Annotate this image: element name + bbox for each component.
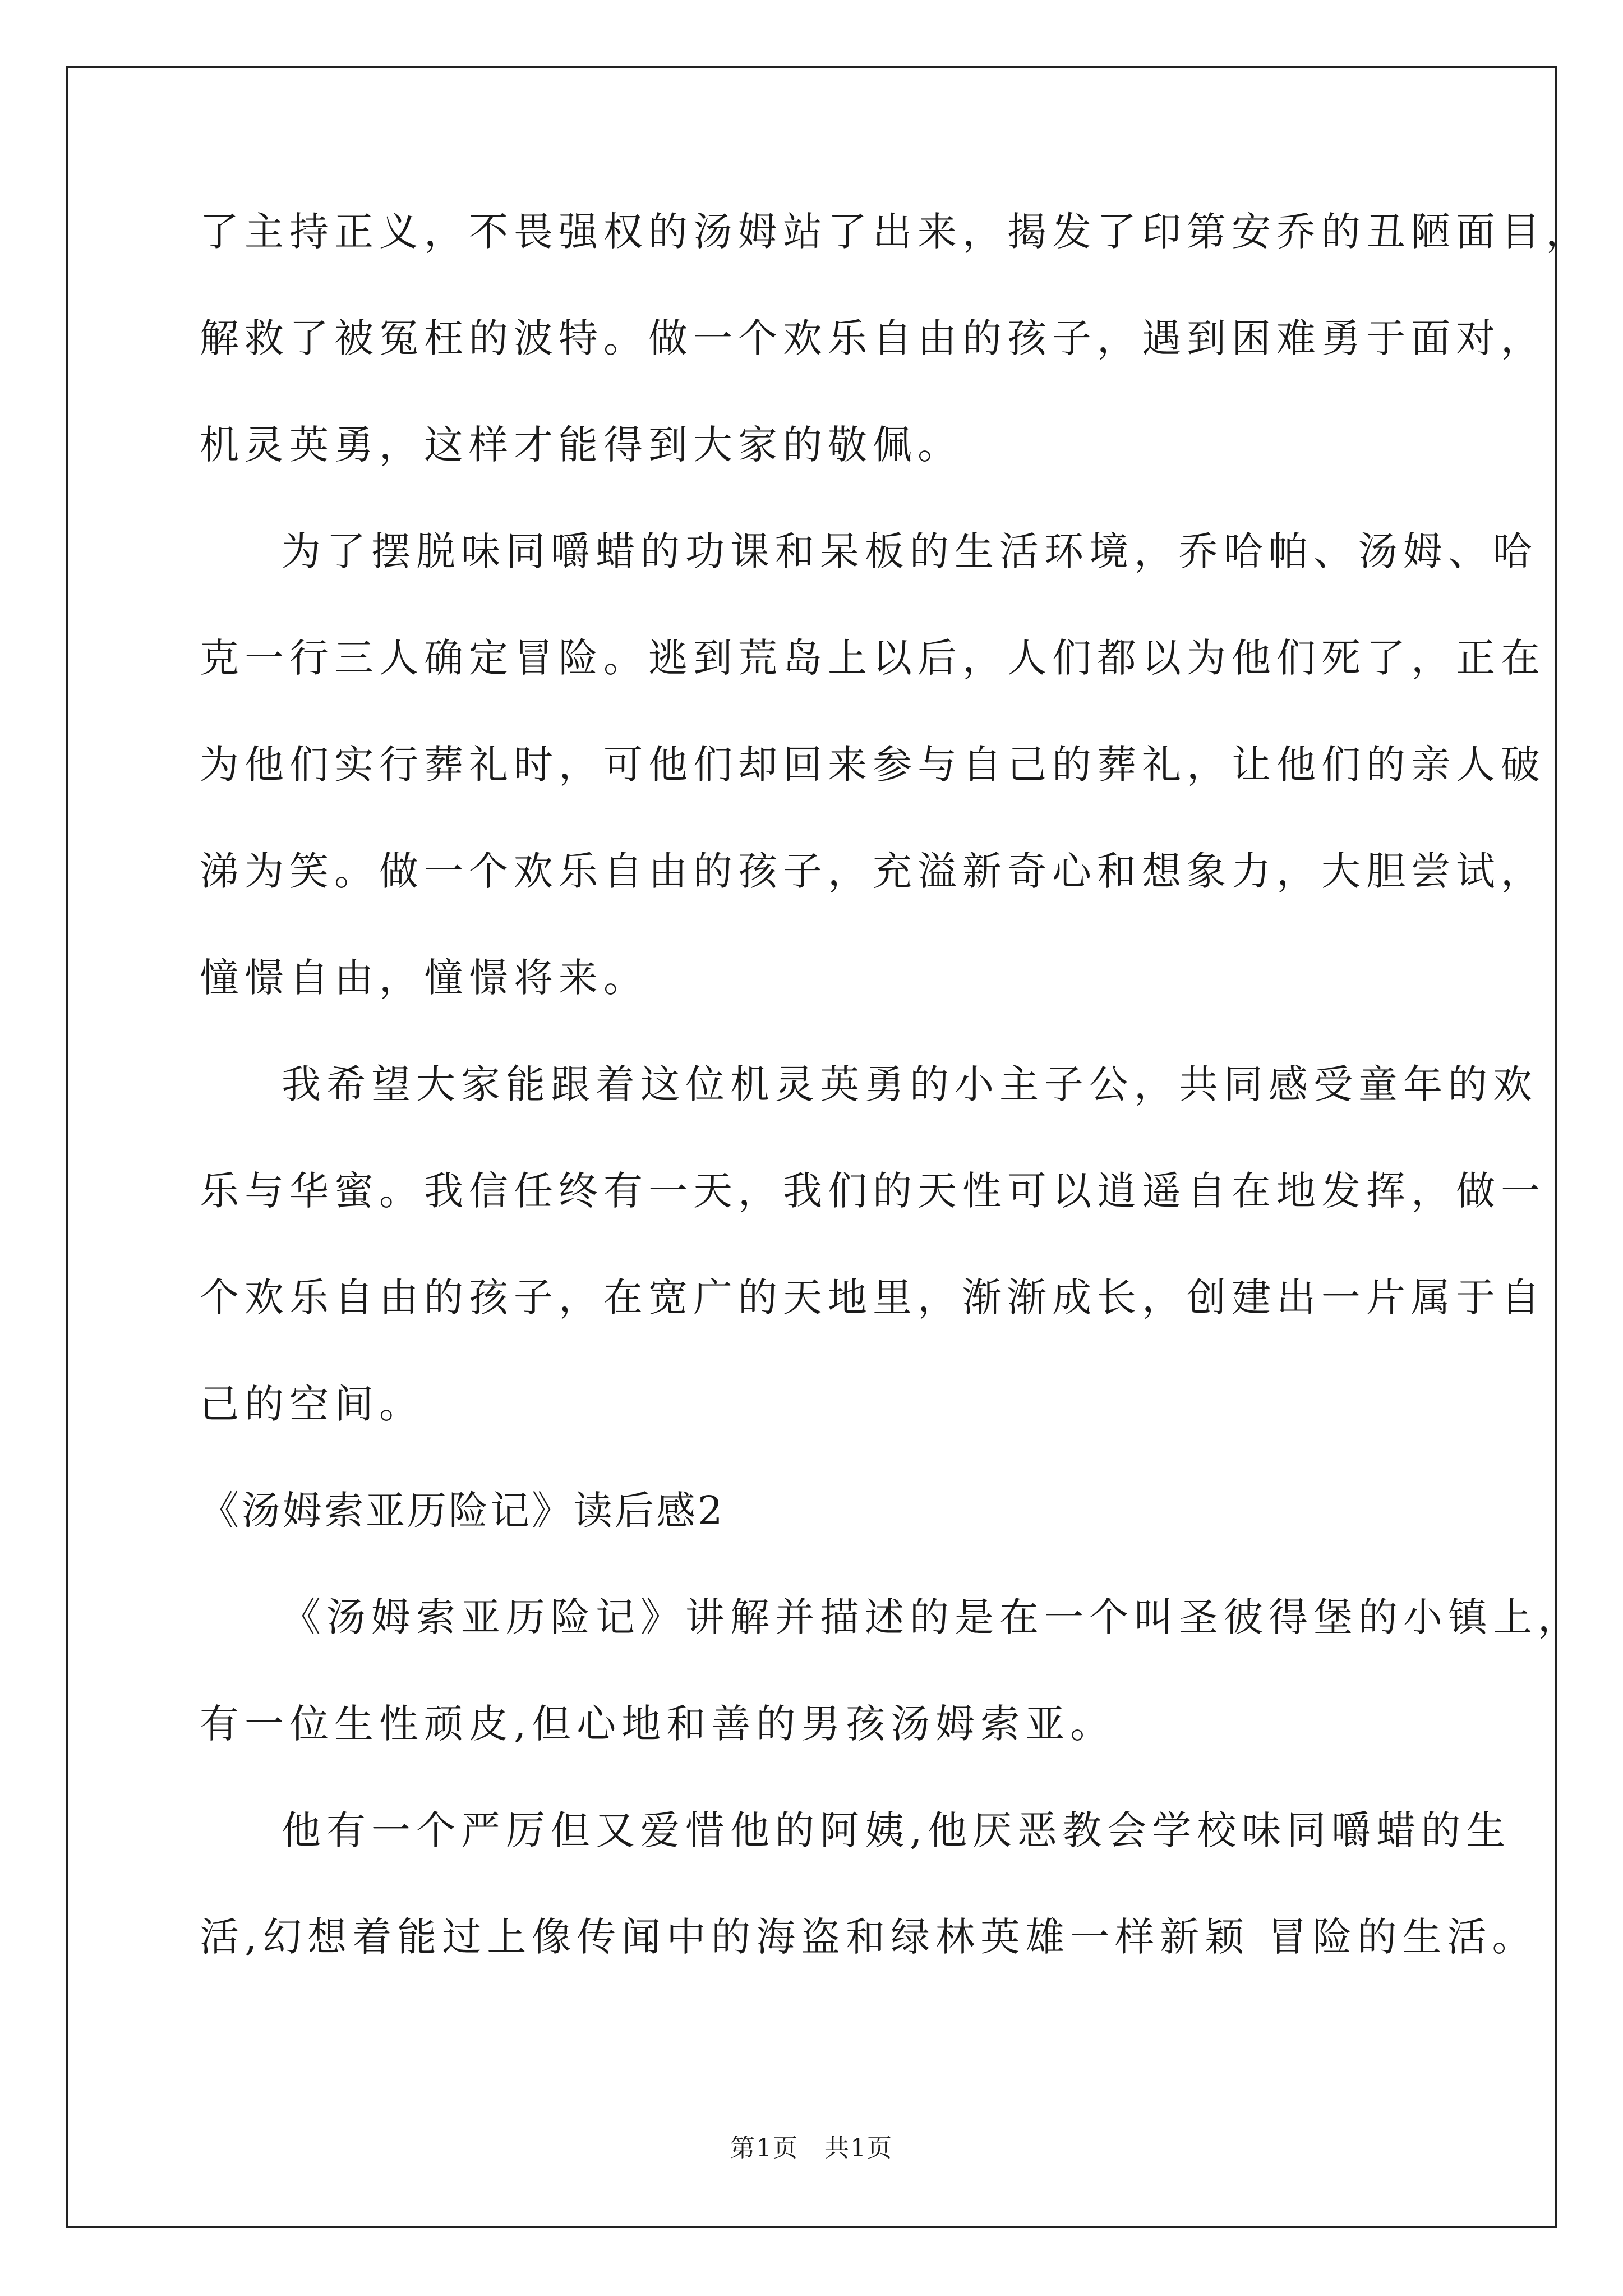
text-line: 有一位生性顽皮,但心地和善的男孩汤姆索亚。 xyxy=(200,1701,1115,1747)
page-total: 共1页 xyxy=(824,2134,893,2162)
paragraph-first-line: 我希望大家能跟着这位机灵英勇的小主子公，共同感受童年的欢 xyxy=(282,1061,1538,1107)
text-line: 活,幻想着能过上像传闻中的海盗和绿林英雄一样新颖 冒险的生活。 xyxy=(200,1914,1537,1960)
text-line: 解救了被冤枉的波特。做一个欢乐自由的孩子，遇到困难勇于面对， xyxy=(200,315,1546,361)
text-line: 个欢乐自由的孩子，在宽广的天地里，渐渐成长，创建出一片属于自 xyxy=(200,1274,1546,1320)
section-heading: 《汤姆索亚历险记》读后感2 xyxy=(200,1488,725,1534)
paragraph-first-line: 为了摆脱味同嚼蜡的功课和呆板的生活环境，乔哈帕、汤姆、哈 xyxy=(282,528,1538,574)
paragraph-first-line: 《汤姆索亚历险记》讲解并描述的是在一个叫圣彼得堡的小镇上， xyxy=(282,1594,1583,1640)
page-border xyxy=(66,66,1557,2228)
text-line: 涕为笑。做一个欢乐自由的孩子，充溢新奇心和想象力，大胆尝试， xyxy=(200,848,1546,894)
text-line: 憧憬自由，憧憬将来。 xyxy=(200,955,648,1001)
text-line: 机灵英勇，这样才能得到大家的敬佩。 xyxy=(200,422,962,468)
page-footer xyxy=(0,2132,1623,2165)
page-number: 第1页 xyxy=(730,2134,799,2162)
text-line: 己的空间。 xyxy=(200,1381,424,1427)
text-line: 乐与华蜜。我信任终有一天，我们的天性可以逍遥自在地发挥，做一 xyxy=(200,1168,1546,1214)
text-line: 了主持正义，不畏强权的汤姆站了出来，揭发了印第安乔的丑陋面目， xyxy=(200,209,1590,255)
text-line: 为他们实行葬礼时，可他们却回来参与自己的葬礼，让他们的亲人破 xyxy=(200,742,1546,788)
text-line: 克一行三人确定冒险。逃到荒岛上以后，人们都以为他们死了，正在 xyxy=(200,635,1546,681)
paragraph-first-line: 他有一个严厉但又爱惜他的阿姨,他厌恶教会学校味同嚼蜡的生 xyxy=(282,1807,1511,1853)
